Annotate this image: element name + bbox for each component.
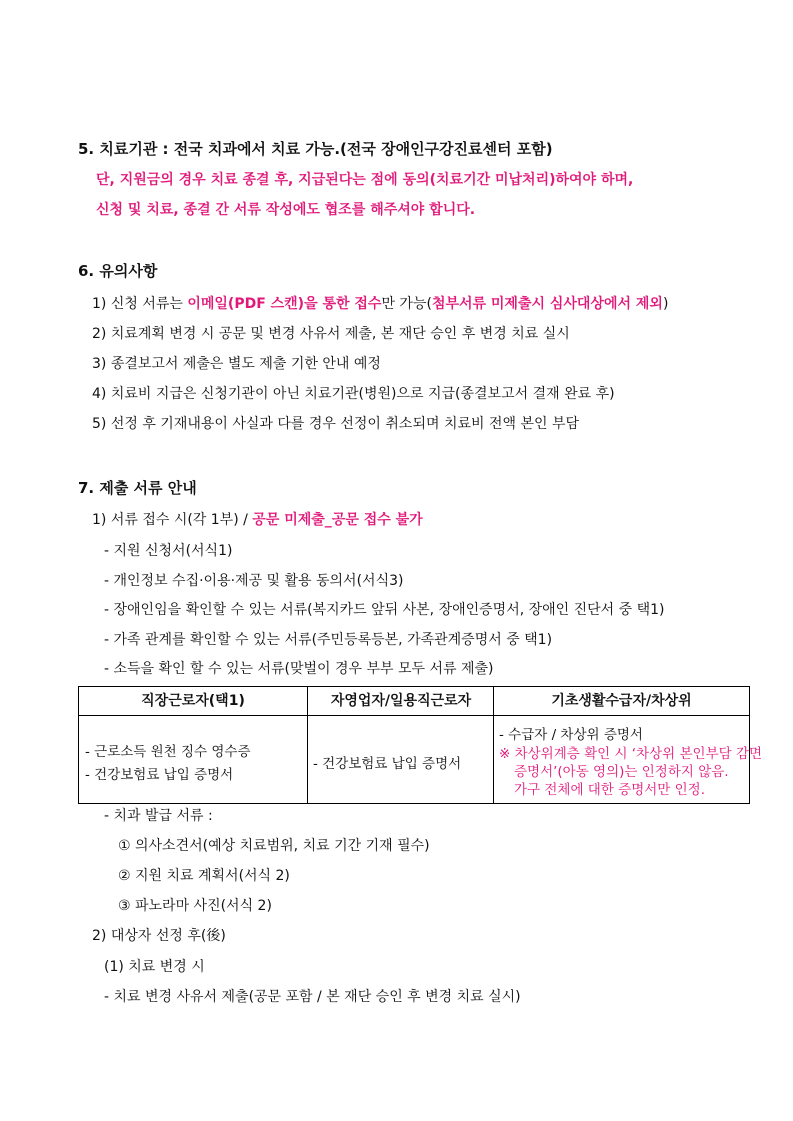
table-cell-line: - 수급자 / 차상위 증명서 [499, 727, 643, 743]
table-cell-employee [79, 716, 307, 803]
item1-highlight2: 첨부서류 미제출시 심사대상에서 제외 [431, 296, 663, 312]
table-header-cell: 자영업자/일용직근로자 [307, 687, 494, 715]
sub1-prefix: 1) 서류 접수 시(각 1부) / [92, 512, 253, 528]
section6-item1 [92, 295, 668, 313]
table-cell-note: 증명서’(아동 영의)는 인정하지 않음. [514, 764, 729, 780]
section6-title: 6. 유의사항 [78, 262, 158, 280]
section6-item5: 5) 선정 후 기재내용이 사실과 다를 경우 선정이 취소되며 치료비 전액 본인 부담 [92, 416, 580, 432]
income-documents-table [78, 686, 763, 804]
section6-item4: 4) 치료비 지급은 신청기관이 아닌 치료기관(병원)으로 지급(종결보고서 결재 완료 후) [92, 386, 615, 402]
section5-note-line2: 신청 및 치료, 종결 간 서류 작성에도 협조를 해주셔야 합니다. [96, 202, 476, 218]
section6-item3: 3) 종결보고서 제출은 별도 제출 기한 안내 예정 [92, 356, 381, 372]
item1-middle: 만 가능( [381, 296, 432, 312]
doc-item: - 장애인임을 확인할 수 있는 서류(복지카드 앞뒤 사본, 장애인증명서, 장애인 진단서 중 택1) [104, 602, 665, 618]
section7-sub2-1-item: - 치료 변경 사유서 제출(공문 포함 / 본 재단 승인 후 변경 치료 실시) [104, 989, 521, 1005]
table-cell-line: - 건강보험료 납입 증명서 [85, 767, 234, 783]
item1-prefix: 1) 신청 서류는 [92, 296, 188, 312]
section5-title: 5. 치료기관 : 전국 치과에서 치료 가능.(전국 장애인구강진료센터 포함) [78, 140, 553, 158]
table-cell-basic-living [493, 716, 763, 803]
sub1-highlight: 공문 미제출_공문 접수 불가 [252, 512, 423, 528]
table-header-cell: 기초생활수급자/차상위 [493, 687, 749, 715]
doc-item: - 지원 신청서(서식1) [104, 543, 233, 559]
dental-docs-title: - 치과 발급 서류 : [104, 808, 213, 824]
table-cell-self-employed [307, 716, 494, 803]
section7-sub1 [92, 511, 423, 529]
doc-item: - 소득을 확인 할 수 있는 서류(맞벌이 경우 부부 모두 서류 제출) [104, 661, 494, 677]
item1-highlight: 이메일(PDF 스캔)을 통한 접수 [187, 296, 382, 312]
table-row [79, 716, 763, 803]
section7-title: 7. 제출 서류 안내 [78, 479, 197, 497]
section7-sub2: 2) 대상자 선정 후(後) [92, 928, 226, 944]
table-cell-line: - 건강보험료 납입 증명서 [313, 756, 462, 772]
section5-note-line1: 단, 지원금의 경우 치료 종결 후, 지급된다는 점에 동의(치료기간 미납처리)하여야 하며, [96, 172, 634, 188]
dental-doc-item: ② 지원 치료 계획서(서식 2) [118, 868, 290, 884]
section6-item2: 2) 치료계획 변경 시 공문 및 변경 사유서 제출, 본 재단 승인 후 변경 치료 실시 [92, 326, 570, 342]
dental-doc-item: ③ 파노라마 사진(서식 2) [118, 898, 272, 914]
table-header-cell: 직장근로자(택1) [141, 693, 245, 709]
table-cell-note: ※ 차상위계층 확인 시 ‘차상위 본인부담 감면 [499, 746, 763, 762]
item1-suffix: ) [662, 296, 669, 312]
table-cell-note: 가구 전체에 대한 증명서만 인정. [514, 782, 705, 798]
table-cell-line: - 근로소득 원천 징수 영수증 [85, 744, 251, 760]
doc-item: - 개인정보 수집·이용·제공 및 활용 동의서(서식3) [104, 573, 404, 589]
section7-sub2-1: (1) 치료 변경 시 [104, 959, 205, 975]
doc-item: - 가족 관계를 확인할 수 있는 서류(주민등록등본, 가족관계증명서 중 택1) [104, 632, 553, 648]
dental-doc-item: ① 의사소견서(예상 치료범위, 치료 기간 기재 필수) [118, 838, 430, 854]
table-header-row [79, 687, 749, 716]
